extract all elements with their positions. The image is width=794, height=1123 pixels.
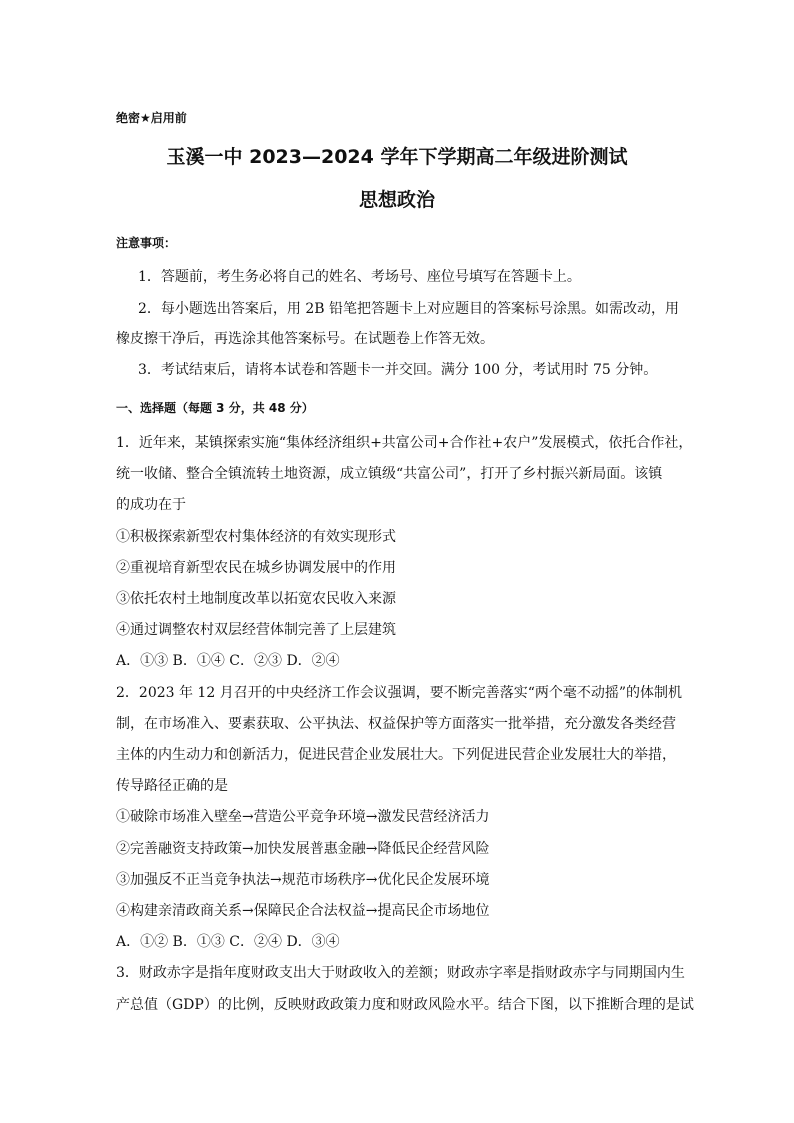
secret-label: 绝密★启用前 [116, 111, 187, 125]
q2-stem-line: 制，在市场准入、要素获取、公平执法、权益保护等方面落实一批举措，充分激发各类经营 [116, 716, 676, 732]
subject-title: 思想政治 [358, 189, 435, 211]
q1-stem-line: 1．近年来，某镇探索实施“集体经济组织+共富公司+合作社+农户”发展模式，依托合作社， [116, 435, 693, 451]
note-item-3: 3．考试结束后，请将本试卷和答题卡一并交回。满分 100 分，考试用时 75 分钟。 [138, 362, 658, 378]
q3-stem-line: 产总值（GDP）的比例，反映财政政策力度和财政风险水平。结合下图，以下推断合理的是试 [116, 997, 694, 1013]
q2-statement: ④构建亲清政商关系→保障民企合法权益→提高民企市场地位 [116, 903, 490, 919]
note-item-2-cont: 橡皮擦干净后，再选涂其他答案标号。在试题卷上作答无效。 [116, 331, 494, 347]
q1-statement: ②重视培育新型农民在城乡协调发展中的作用 [116, 560, 396, 576]
note-item-2: 2．每小题选出答案后，用 2B 铅笔把答题卡上对应题目的答案标号涂黑。如需改动，用 [138, 301, 680, 317]
q2-statement: ②完善融资支持政策→加快发展普惠金融→降低民企经营风险 [116, 841, 490, 857]
q2-statement: ③加强反不正当竞争执法→规范市场秩序→优化民企发展环境 [116, 872, 490, 888]
q2-stem-line: 2．2023 年 12 月召开的中央经济工作会议强调，要不断完善落实“两个毫不动摇”的体制机 [116, 685, 683, 701]
q1-stem-line: 统一收储、整合全镇流转土地资源，成立镇级“共富公司”，打开了乡村振兴新局面。该镇 [116, 466, 663, 482]
notes-heading: 注意事项： [116, 236, 177, 250]
q1-statement: ③依托农村土地制度改革以拓宽农民收入来源 [116, 591, 396, 607]
q1-statement: ④通过调整农村双层经营体制完善了上层建筑 [116, 622, 396, 638]
q2-stem-line: 主体的内生动力和创新活力，促进民营企业发展壮大。下列促进民营企业发展壮大的举措， [116, 747, 676, 763]
q1-statement: ①积极探索新型农村集体经济的有效实现形式 [116, 529, 396, 545]
q3-stem-line: 3．财政赤字是指年度财政支出大于财政收入的差额；财政赤字率是指财政赤字与同期国内生 [116, 965, 685, 981]
q1-stem-line: 的成功在于 [116, 497, 186, 513]
section-heading: 一、选择题（每题 3 分，共 48 分） [116, 401, 314, 415]
q2-options: A．①② B．①③ C．②④ D．③④ [116, 934, 340, 950]
note-item-1: 1．答题前，考生务必将自己的姓名、考场号、座位号填写在答题卡上。 [138, 269, 581, 285]
q2-stem-line: 传导路径正确的是 [116, 778, 228, 794]
q2-statement: ①破除市场准入壁垒→营造公平竞争环境→激发民营经济活力 [116, 809, 490, 825]
exam-title: 玉溪一中 2023—2024 学年下学期高二年级进阶测试 [166, 146, 628, 168]
q1-options: A．①③ B．①④ C．②③ D．②④ [116, 653, 340, 669]
